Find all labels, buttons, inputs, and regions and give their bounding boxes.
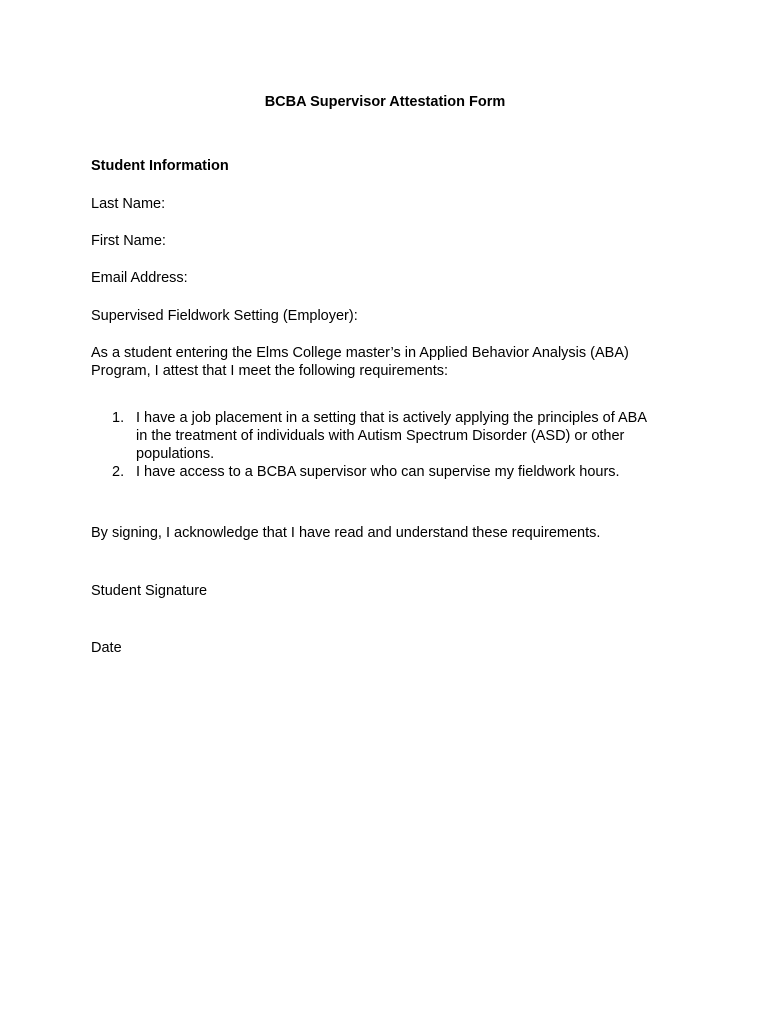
form-title: BCBA Supervisor Attestation Form: [264, 94, 506, 110]
requirement-1-line-3: populations.: [136, 446, 215, 462]
requirement-number-1: 1.: [112, 410, 125, 426]
requirement-number-2: 2.: [112, 464, 125, 480]
attestation-intro: [91, 344, 691, 380]
fieldwork-setting-label: Supervised Fieldwork Setting (Employer):: [91, 308, 358, 324]
student-information-heading: Student Information: [91, 158, 229, 174]
intro-line-1: As a student entering the Elms College master’s in Applied Behavior Analysis (ABA): [91, 345, 629, 361]
acknowledgement-text: By signing, I acknowledge that I have read and understand these requirements.: [91, 525, 601, 541]
date-label: Date: [91, 640, 122, 656]
requirement-2-line-1: I have access to a BCBA supervisor who can supervise my fieldwork hours.: [136, 464, 620, 480]
requirements-list: [91, 409, 691, 481]
email-address-label: Email Address:: [91, 270, 188, 286]
requirement-1-line-2: in the treatment of individuals with Autism Spectrum Disorder (ASD) or other: [136, 428, 625, 444]
requirement-item-2: [91, 463, 691, 481]
first-name-label: First Name:: [91, 233, 166, 249]
student-signature-label: Student Signature: [91, 583, 208, 599]
requirement-1-line-1: I have a job placement in a setting that is actively applying the principles of ABA: [136, 410, 648, 426]
last-name-label: Last Name:: [91, 196, 166, 212]
intro-line-2: Program, I attest that I meet the following requirements:: [91, 363, 449, 379]
requirement-item-1: [91, 409, 691, 463]
